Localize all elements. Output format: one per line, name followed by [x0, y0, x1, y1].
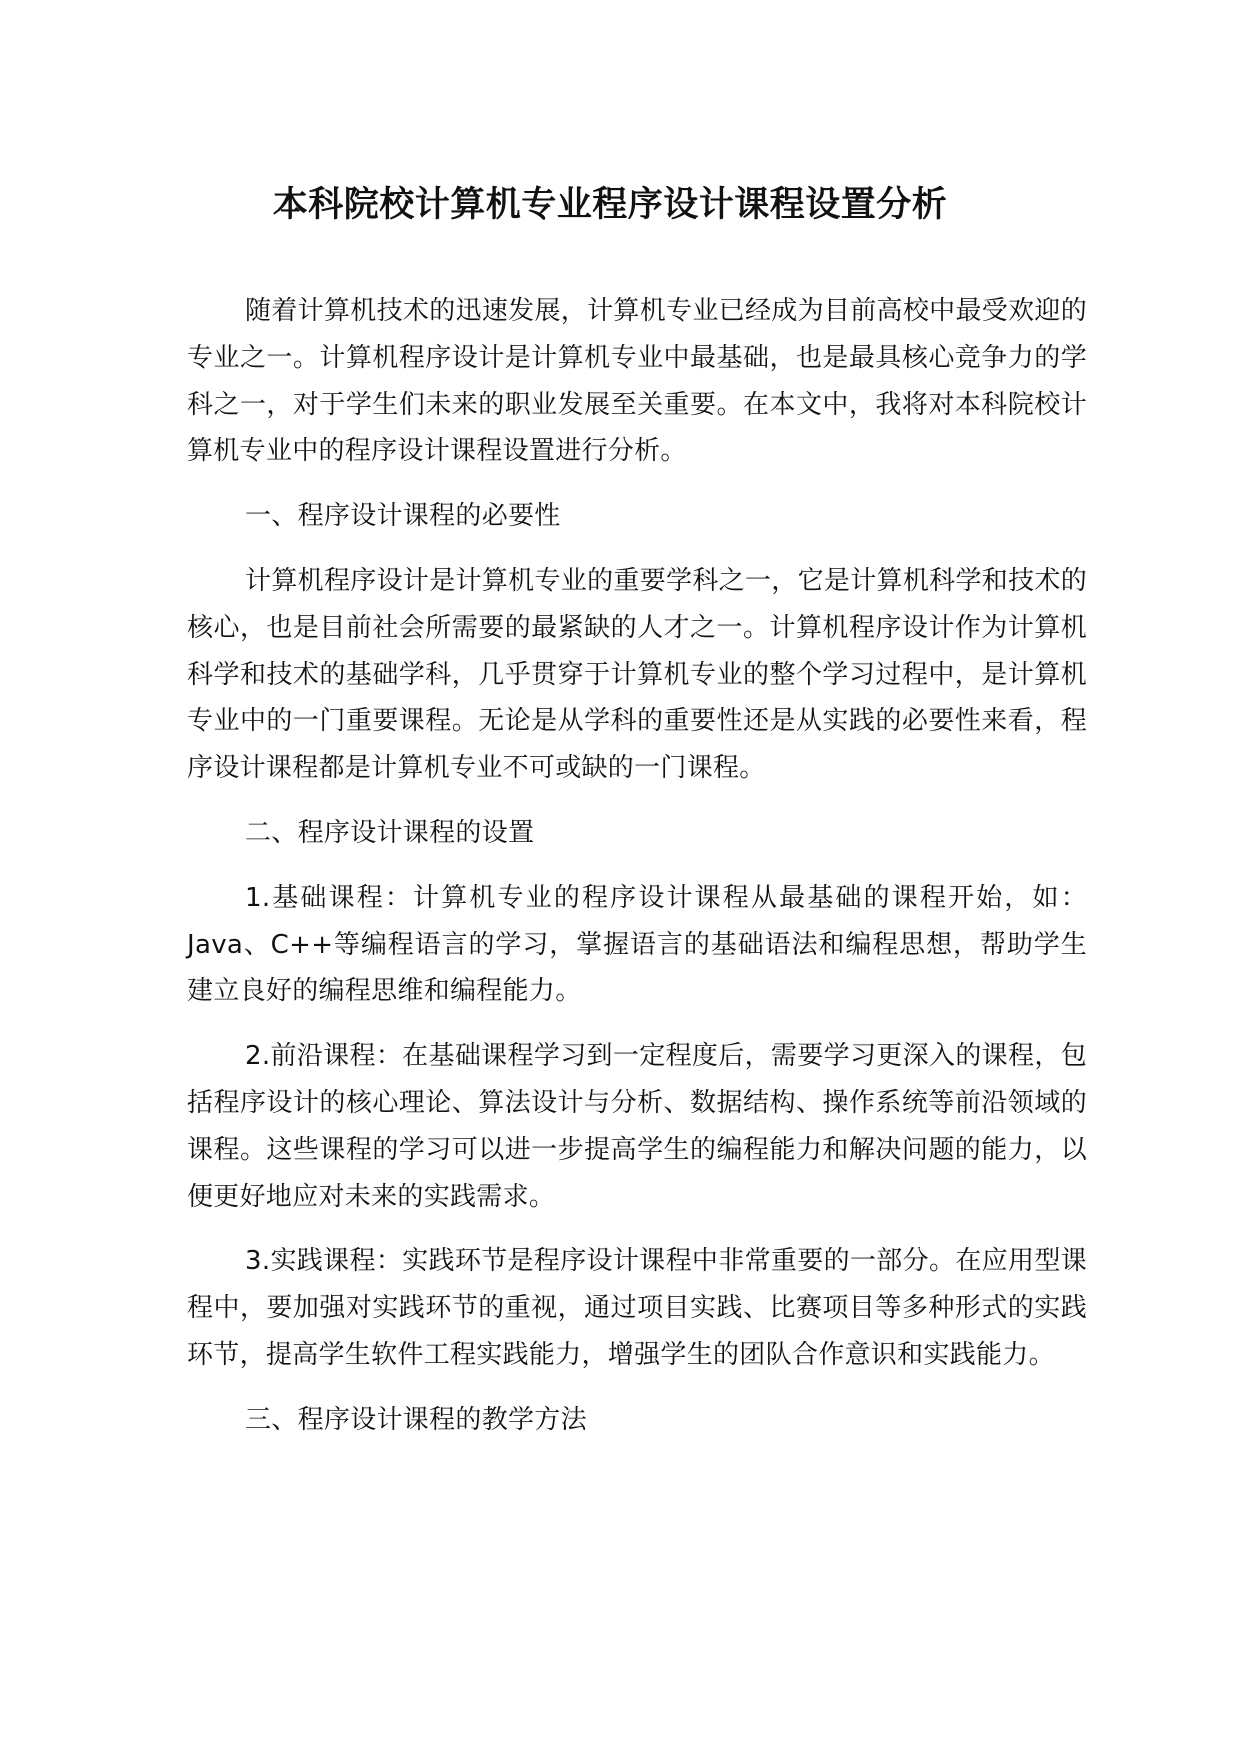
section-heading-2: 二、程序设计课程的设置 [245, 817, 535, 848]
basic-course-paragraph: 1.基础课程：计算机专业的程序设计课程从最基础的课程开始，如：Java、C++等编程语言的学习，掌握语言的基础语法和编程思想，帮助学生建立良好的编程思维和编程能力。 [187, 882, 1087, 1007]
advanced-course-paragraph: 2.前沿课程：在基础课程学习到一定程度后，需要学习更深入的课程，包括程序设计的核心理论、算法设计与分析、数据结构、操作系统等前沿领域的课程。这些课程的学习可以进一步提高学生的编程能力和解决问题的能力，以便更好地应对未来的实践需求。 [187, 1041, 1087, 1212]
practice-course-paragraph: 3.实践课程：实践环节是程序设计课程中非常重要的一部分。在应用型课程中，要加强对实践环节的重视，通过项目实践、比赛项目等多种形式的实践环节，提高学生软件工程实践能力，增强学生的团队合作意识和实践能力。 [187, 1246, 1087, 1370]
section-heading-1: 一、程序设计课程的必要性 [245, 501, 561, 532]
section-heading-3: 三、程序设计课程的教学方法 [245, 1404, 587, 1435]
intro-paragraph: 随着计算机技术的迅速发展，计算机专业已经成为目前高校中最受欢迎的专业之一。计算机程序设计是计算机专业中最基础，也是最具核心竞争力的学科之一，对于学生们未来的职业发展至关重要。在本文中，我将对本科院校计算机专业中的程序设计课程设置进行分析。 [187, 296, 1087, 467]
section-1-paragraph: 计算机程序设计是计算机专业的重要学科之一，它是计算机科学和技术的核心，也是目前社会所需要的最紧缺的人才之一。计算机程序设计作为计算机科学和技术的基础学科，几乎贯穿于计算机专业的整个学习过程中，是计算机专业中的一门重要课程。无论是从学科的重要性还是从实践的必要性来看，程序设计课程都是计算机专业不可或缺的一门课程。 [187, 565, 1087, 784]
document-title: 本科院校计算机专业程序设计课程设置分析 [272, 185, 948, 225]
document-body [187, 288, 1087, 1462]
